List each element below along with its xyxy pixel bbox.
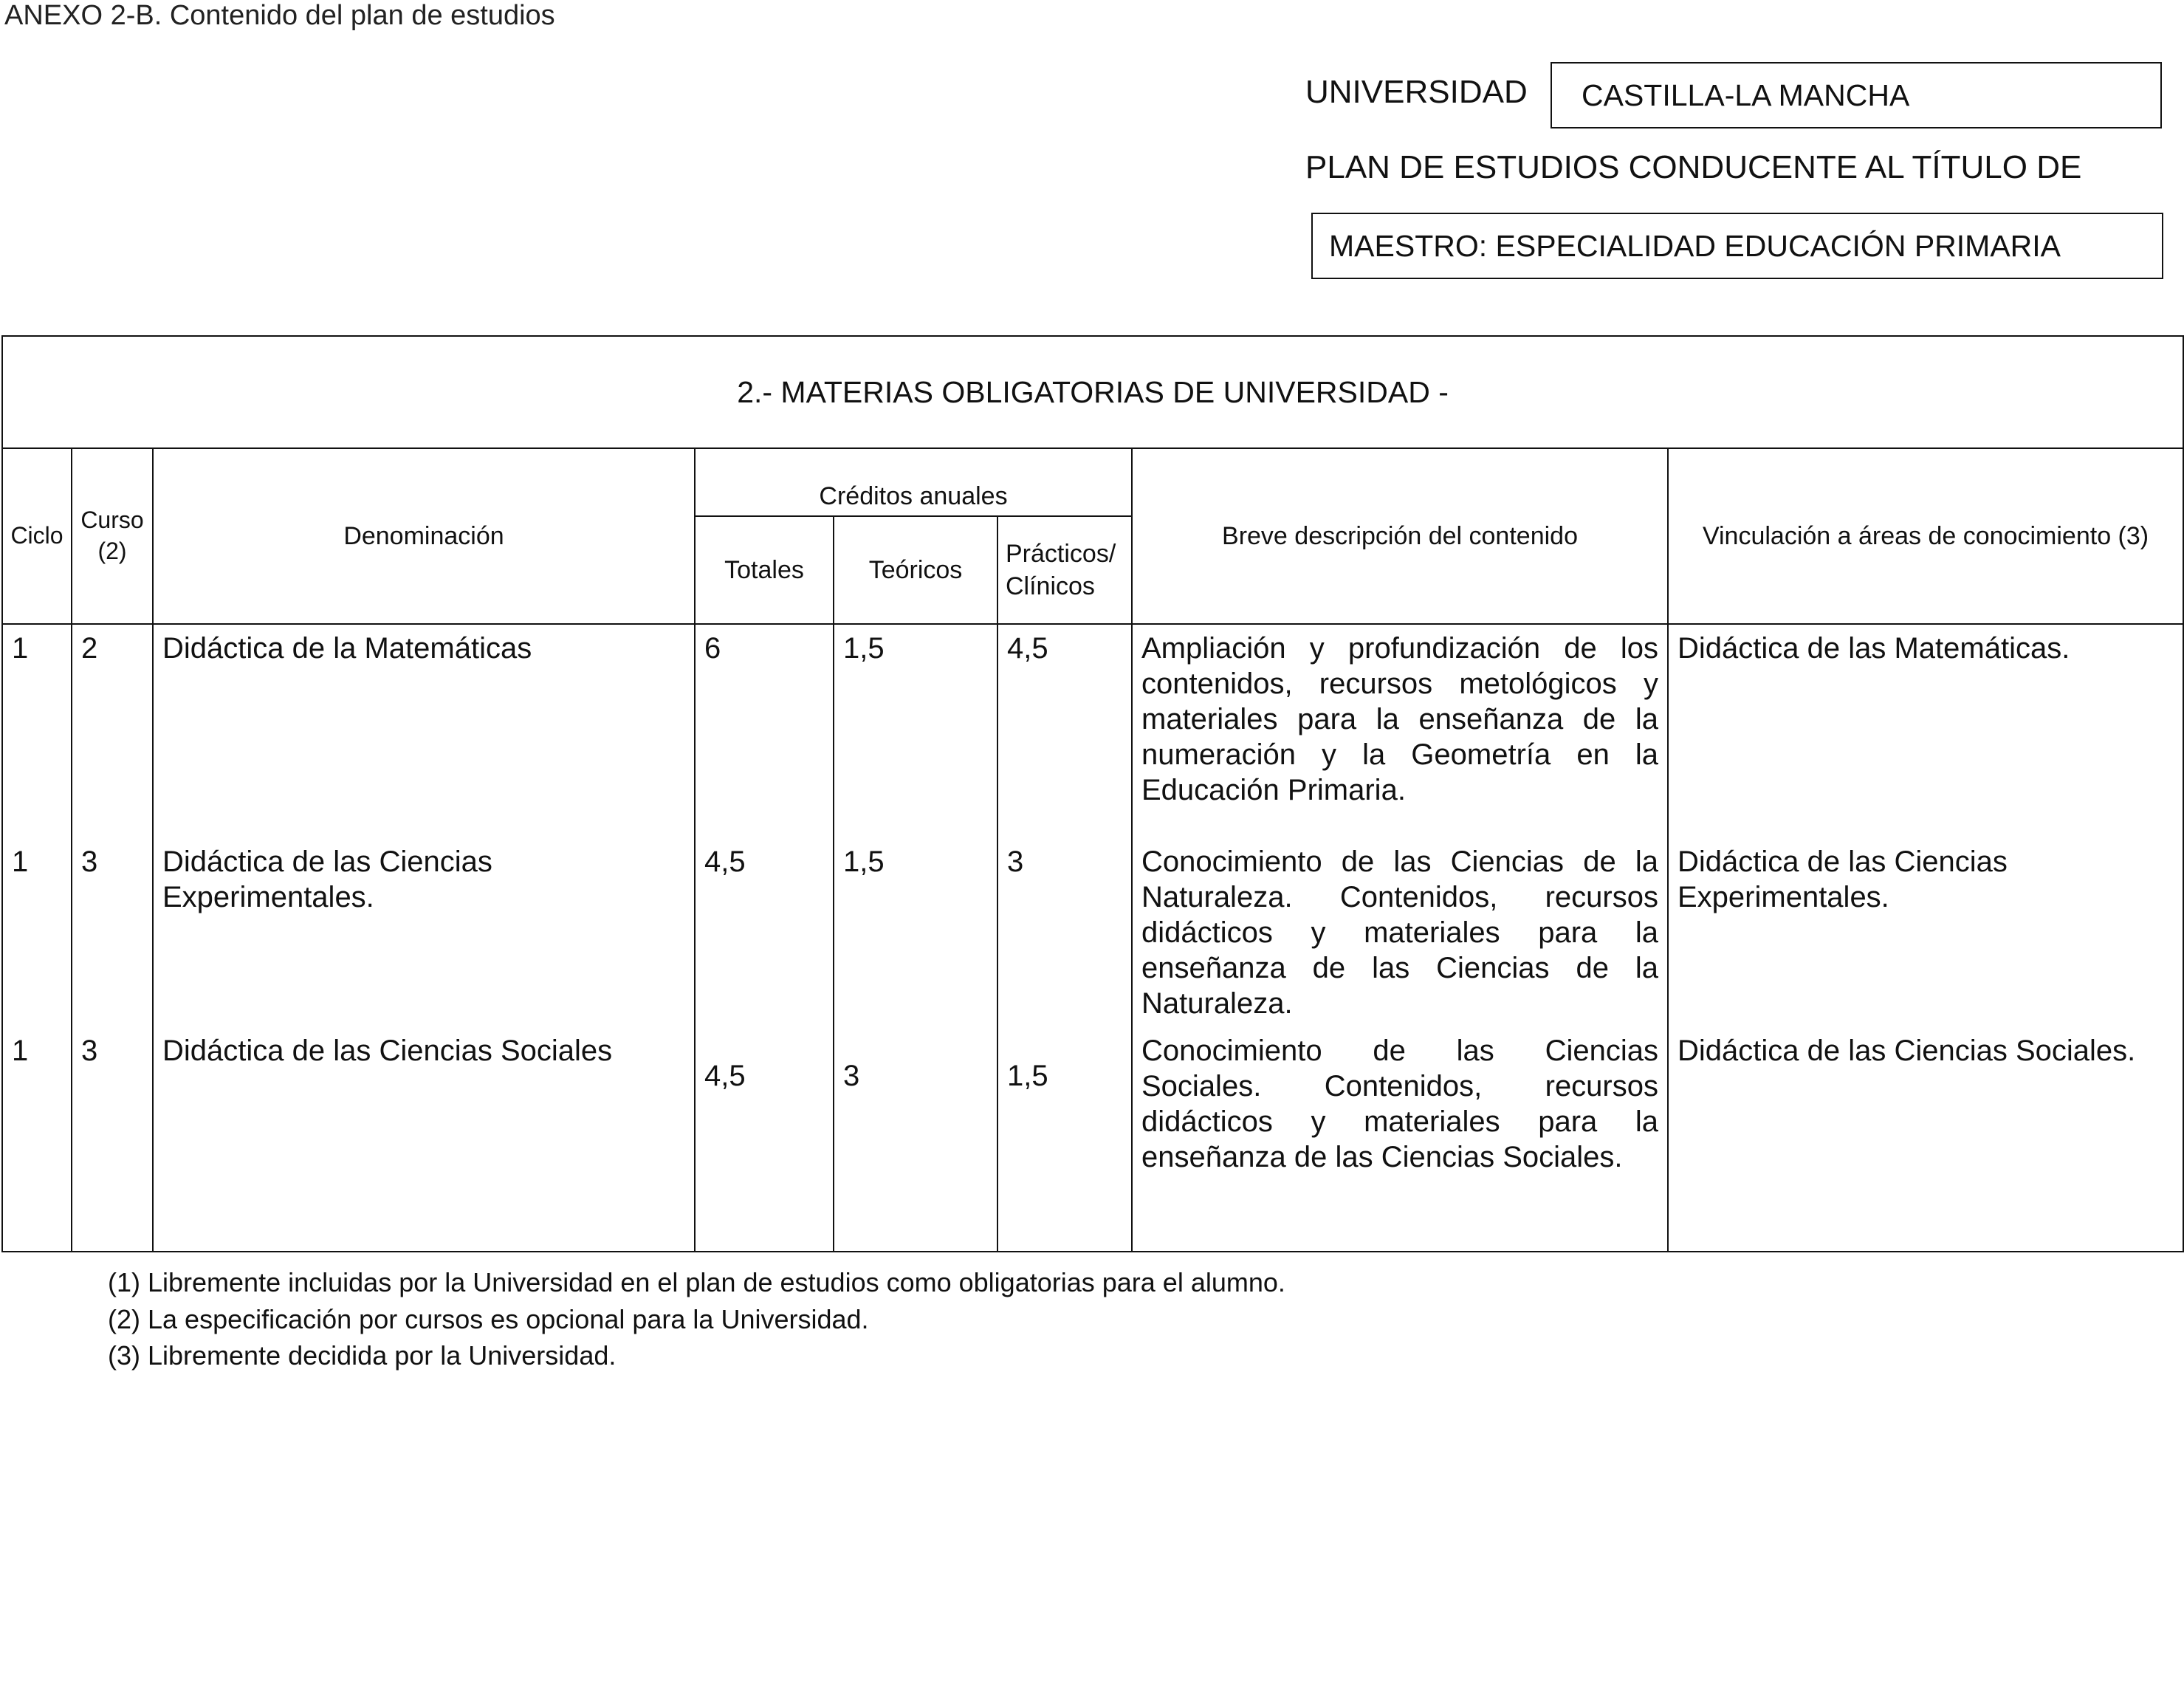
row-ciclo: 1 [2,1027,72,1252]
row-descripcion: Conocimiento de las Ciencias de la Naturaleza. Contenidos, recursos didácticos y materiales para la enseñanza de las Ciencias de la Naturaleza. [1132,838,1668,1027]
header-descripcion: Breve descripción del contenido [1132,448,1668,624]
row-teoricos: 1,5 [834,624,997,838]
row-teoricos: 3 [834,1027,997,1252]
row-curso: 3 [72,1027,153,1252]
row-denominacion: Didáctica de las Ciencias Experimentales. [153,838,695,1027]
header-curso-note: (2) [97,538,127,564]
plan-value-box [1311,213,2163,279]
row-descripcion: Conocimiento de las Ciencias Sociales. Contenidos, recursos didácticos y materiales para la enseñanza de las Ciencias Sociales. [1132,1027,1668,1252]
footnote: (3) Libremente decidida por la Universidad. [108,1340,617,1371]
footnotes [108,1264,1285,1374]
header-ciclo: Ciclo [2,448,72,624]
row-vinculacion: Didáctica de las Ciencias Sociales. [1668,1027,2183,1252]
row-totales: 4,5 [695,1027,834,1252]
row-ciclo: 1 [2,624,72,838]
row-teoricos: 1,5 [834,838,997,1027]
footnote: (2) La especificación por cursos es opcional para la Universidad. [108,1303,869,1334]
row-practicos: 3 [997,838,1132,1027]
header-totales: Totales [695,516,834,624]
row-descripcion: Ampliación y profundización de los contenidos, recursos metológicos y materiales para la enseñanza de la numeración y la Geometría en la Educación Primaria. [1132,624,1668,838]
row-denominacion: Didáctica de la Matemáticas [153,624,695,838]
header-practicos [997,516,1132,624]
university-label: UNIVERSIDAD [1305,74,1528,110]
header-clinicos-label: Clínicos [1006,572,1095,600]
row-vinculacion: Didáctica de las Ciencias Experimentales. [1668,838,2183,1027]
plan-label: PLAN DE ESTUDIOS CONDUCENTE AL TÍTULO DE [1305,149,2082,185]
row-denominacion: Didáctica de las Ciencias Sociales [153,1027,695,1252]
row-totales: 4,5 [695,838,834,1027]
row-curso: 3 [72,838,153,1027]
header-creditos: Créditos anuales [695,448,1132,516]
table-row [2,838,2183,1027]
row-practicos: 4,5 [997,624,1132,838]
header-denominacion: Denominación [153,448,695,624]
row-totales: 6 [695,624,834,838]
row-curso: 2 [72,624,153,838]
row-ciclo: 1 [2,838,72,1027]
section-title: 2.- MATERIAS OBLIGATORIAS DE UNIVERSIDAD - [2,336,2183,448]
table-row [2,1027,2183,1252]
header-teoricos: Teóricos [834,516,997,624]
table-row [2,624,2183,838]
plan-value: MAESTRO: ESPECIALIDAD EDUCACIÓN PRIMARIA [1329,228,2061,263]
row-practicos: 1,5 [997,1027,1132,1252]
university-value: CASTILLA-LA MANCHA [1582,78,1910,112]
row-vinculacion: Didáctica de las Matemáticas. [1668,624,2183,838]
header-curso [72,448,153,624]
header-practicos-label: Prácticos/ [1006,539,1116,568]
footnote: (1) Libremente incluidas por la Universidad en el plan de estudios como obligatorias para el alumno. [108,1267,1285,1297]
annex-title: ANEXO 2-B. Contenido del plan de estudios [4,0,555,31]
subjects-table [1,335,2184,1252]
header-curso-label: Curso [80,507,144,534]
university-value-box [1551,62,2162,128]
header-vinculacion: Vinculación a áreas de conocimiento (3) [1668,448,2183,624]
